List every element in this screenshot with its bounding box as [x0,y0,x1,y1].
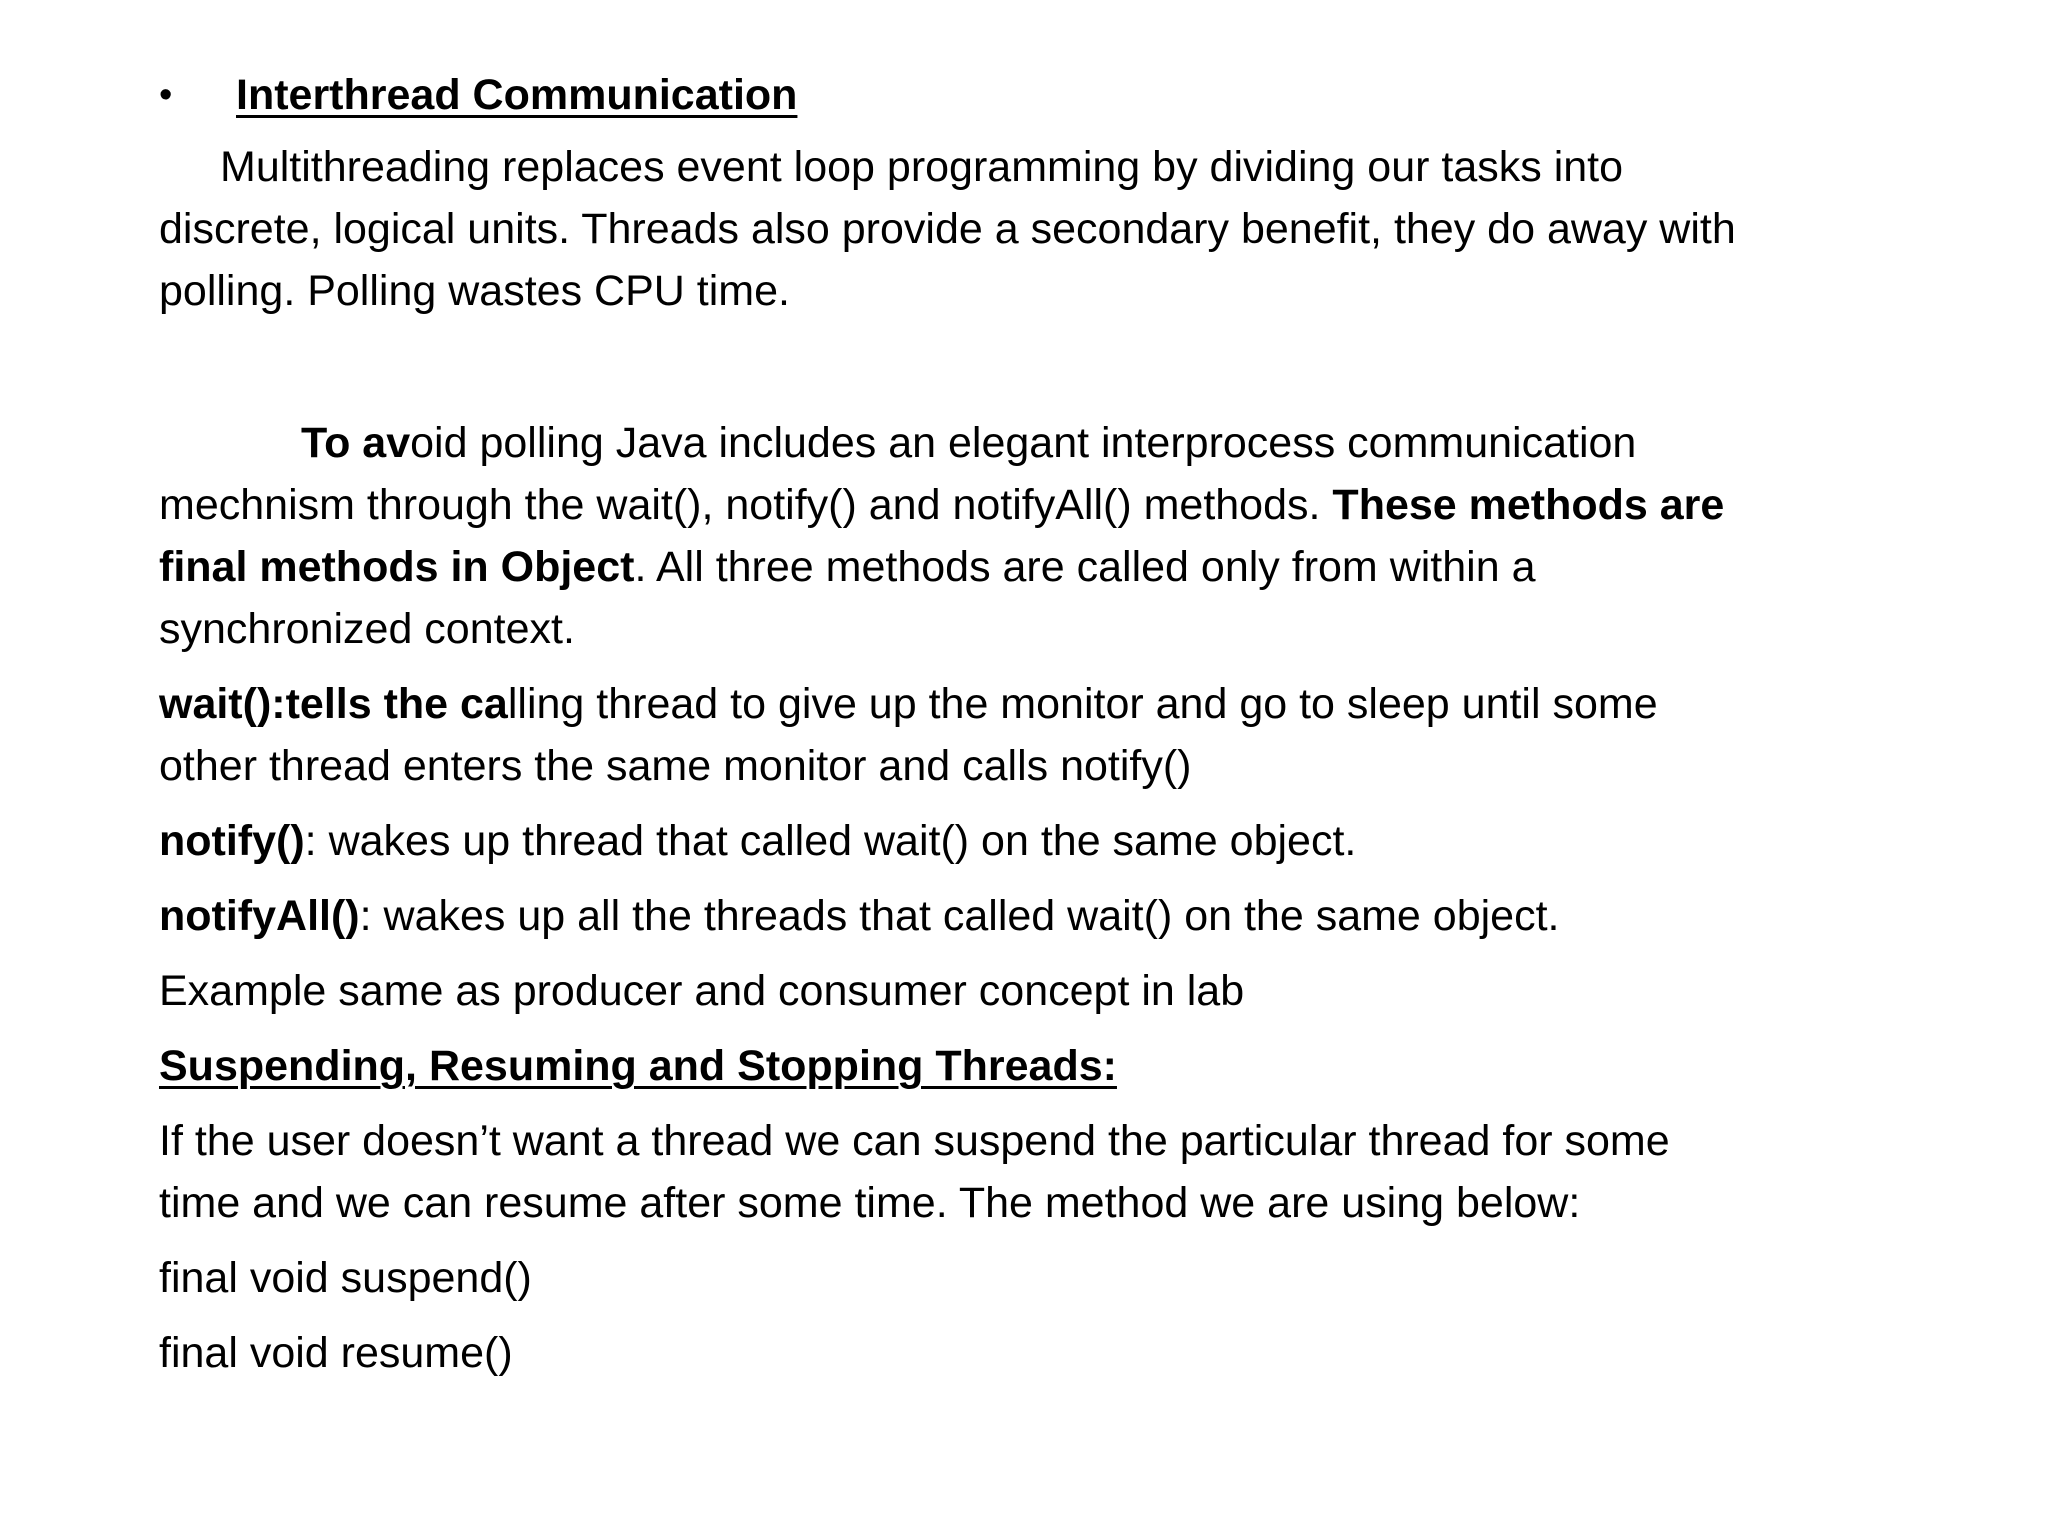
paragraph-line: other thread enters the same monitor and calls notify() [159,742,1192,790]
method-suspend: final void suspend() [159,1254,532,1302]
text: : wakes up all the threads that called wait() on the same object. [359,892,1560,940]
notify-description [159,810,1356,872]
paragraph-line: If the user doesn’t want a thread we can suspend the particular thread for some [159,1117,1670,1165]
section-heading-suspending: Suspending, Resuming and Stopping Threads: [159,1042,1117,1090]
notifyall-description [159,885,1560,947]
text: : wakes up thread that called wait() on the same object. [304,817,1357,865]
bullet-icon: • [159,74,173,116]
text: mechnism through the wait(), notify() and notifyAll() methods. [159,481,1333,529]
bold-text: These methods are [1332,481,1725,529]
text: lling thread to give up the monitor and go to sleep until some [507,680,1658,728]
method-resume: final void resume() [159,1329,513,1377]
bold-text: wait():tells the ca [159,680,508,728]
paragraph-line: time and we can resume after some time. The method we are using below: [159,1179,1581,1227]
bold-text: final methods in Object [159,543,635,591]
paragraph-line: discrete, logical units. Threads also provide a secondary benefit, they do away with [159,205,1736,253]
paragraph-line [301,412,1636,474]
wait-description [159,673,1658,735]
paragraph-line: synchronized context. [159,605,575,653]
bold-text: notifyAll() [159,892,360,940]
section-heading-interthread: Interthread Communication [236,71,798,119]
bold-text: notify() [159,817,305,865]
text: . All three methods are called only from within a [634,543,1536,591]
paragraph-line [159,536,1536,598]
paragraph-line [159,474,1724,536]
bold-text: To av [301,419,411,467]
example-line: Example same as producer and consumer concept in lab [159,967,1245,1015]
text: oid polling Java includes an elegant interprocess communication [410,419,1637,467]
paragraph-line: Multithreading replaces event loop programming by dividing our tasks into [220,143,1624,191]
paragraph-line: polling. Polling wastes CPU time. [159,267,790,315]
